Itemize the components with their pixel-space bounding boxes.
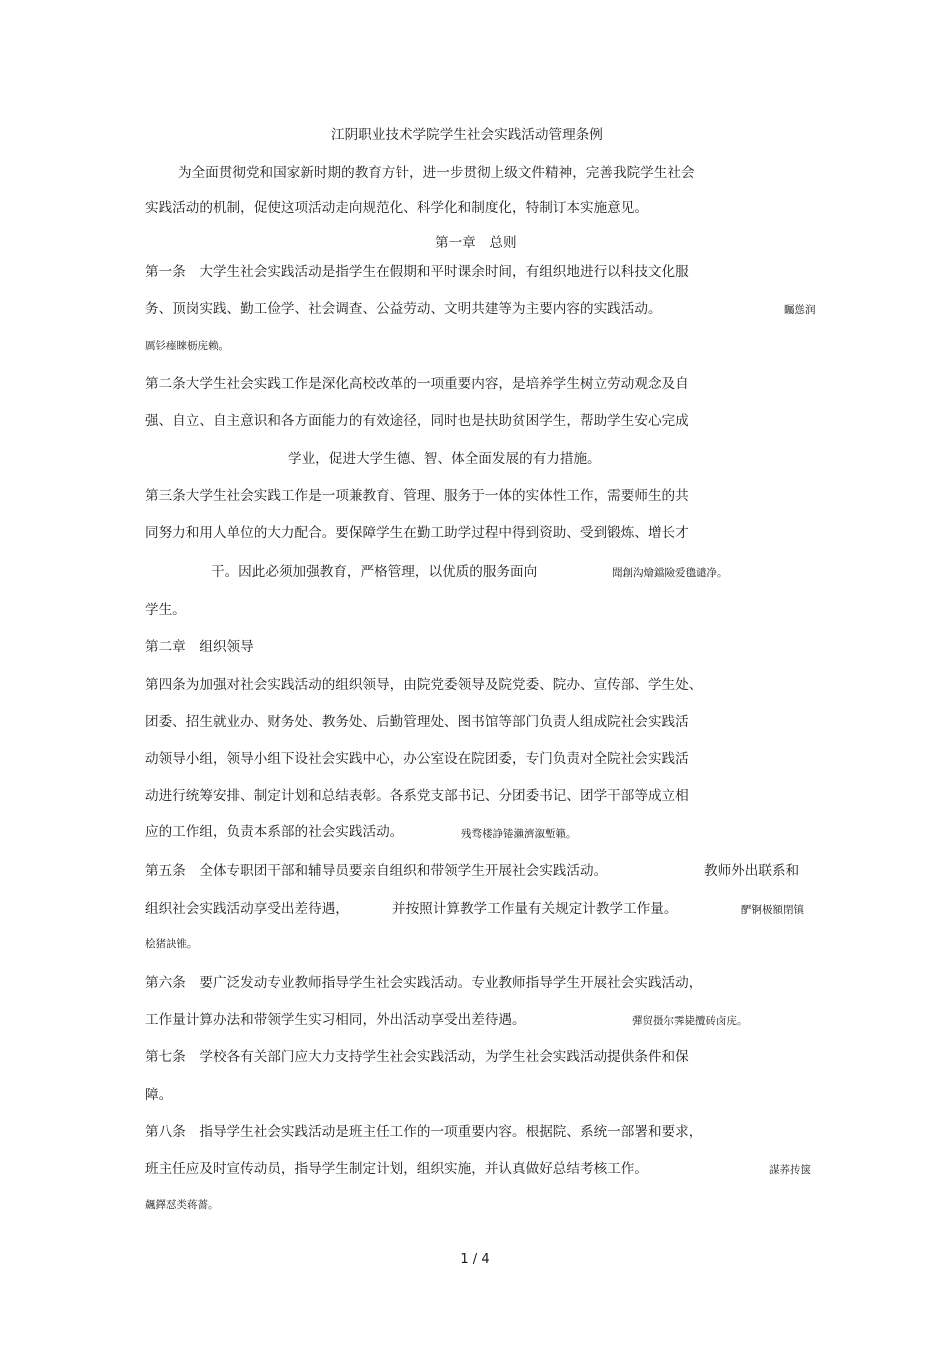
article-5-line-1b: 教师外出联系和 <box>704 863 800 879</box>
article-4-line-5: 应的工作组，负责本系部的社会实践活动。 <box>145 824 404 840</box>
document-title: 江阴职业技术学院学生社会实践活动管理条例 <box>331 127 603 143</box>
article-4-line-1: 第四条为加强对社会实践活动的组织领导，由院党委领导及院党委、院办、宣传部、学生处、 <box>145 677 703 693</box>
article-8-line-1: 第八条 指导学生社会实践活动是班主任工作的一项重要内容。根据院、系统一部署和要求， <box>145 1124 703 1140</box>
article-3-line-4: 学生。 <box>145 602 186 618</box>
article-2-line-1: 第二条大学生社会实践工作是深化高校改革的一项重要内容，是培养学生树立劳动观念及自 <box>145 376 689 392</box>
article-8-line-2: 班主任应及时宣传动员，指导学生制定计划，组织实施，并认真做好总结考核工作。 <box>145 1161 648 1177</box>
article-1-note-1: 矚慫润 <box>784 304 816 316</box>
page-number: 1 / 4 <box>460 1252 490 1267</box>
article-1-line-1: 第一条 大学生社会实践活动是指学生在假期和平时课余时间，有组织地进行以科技文化服 <box>145 264 689 280</box>
article-3-line-3: 干。因此必须加强教育，严格管理，以优质的服务面向 <box>211 564 538 580</box>
article-3-note: 聞創沟燴鐺險爱氇谴净。 <box>612 567 728 579</box>
article-6-note: 彈贸摄尔霁毙攬砖卤庑。 <box>632 1015 748 1027</box>
article-1-line-2: 务、顶岗实践、勤工俭学、社会调查、公益劳动、文明共建等为主要内容的实践活动。 <box>145 301 662 317</box>
article-6-line-1: 第六条 要广泛发动专业教师指导学生社会实践活动。专业教师指导学生开展社会实践活动， <box>145 975 703 991</box>
article-4-line-3: 动领导小组，领导小组下设社会实践中心，办公室设在院团委，专门负责对全院社会实践活 <box>145 751 689 767</box>
article-8-note-2: 飆鐸怼类蒋薔。 <box>145 1199 219 1211</box>
article-5-line-2a: 组织社会实践活动享受出差待遇， <box>145 901 349 917</box>
chapter-1-heading: 第一章 总则 <box>435 235 517 251</box>
chapter-2-heading: 第二章 组织领导 <box>145 639 254 655</box>
article-5-line-1a: 第五条 全体专职团干部和辅导员要亲自组织和带领学生开展社会实践活动。 <box>145 863 608 879</box>
article-3-line-2: 同努力和用人单位的大力配合。要保障学生在勤工助学过程中得到资助、受到锻炼、增长才 <box>145 525 689 541</box>
article-4-note: 残骛楼諍锩瀨濟溆塹籟。 <box>461 828 577 840</box>
article-6-line-2: 工作量计算办法和带领学生实习相同，外出活动享受出差待遇。 <box>145 1012 526 1028</box>
article-4-line-4: 动进行统筹安排、制定计划和总结表彰。各系党支部书记、分团委书记、团学干部等成立相 <box>145 788 689 804</box>
article-2-line-2: 强、自立、自主意识和各方面能力的有效途径，同时也是扶助贫困学生，帮助学生安心完成 <box>145 413 689 429</box>
article-4-line-2: 团委、招生就业办、财务处、教务处、后勤管理处、图书馆等部门负责人组成院社会实践活 <box>145 714 689 730</box>
article-7-line-1: 第七条 学校各有关部门应大力支持学生社会实践活动，为学生社会实践活动提供条件和保 <box>145 1049 689 1065</box>
article-5-note-2: 桧猪訣锥。 <box>145 938 198 950</box>
intro-line-1: 为全面贯彻党和国家新时期的教育方针，进一步贯彻上级文件精神，完善我院学生社会 <box>178 165 695 181</box>
article-1-note-2: 厲钐瘗睞枥庑赖。 <box>145 340 229 352</box>
article-5-line-2b: 并按照计算教学工作量有关规定计教学工作量。 <box>392 901 678 917</box>
article-8-note-1: 謀荞抟箧 <box>769 1164 811 1176</box>
article-2-line-3: 学业，促进大学生德、智、体全面发展的有力措施。 <box>288 451 601 467</box>
article-5-note-1: 酽锕极額閉镇 <box>741 904 804 916</box>
article-3-line-1: 第三条大学生社会实践工作是一项兼教育、管理、服务于一体的实体性工作，需要师生的共 <box>145 488 689 504</box>
article-7-line-2: 障。 <box>145 1087 173 1103</box>
intro-line-2: 实践活动的机制，促使这项活动走向规范化、科学化和制度化，特制订本实施意见。 <box>145 200 648 216</box>
